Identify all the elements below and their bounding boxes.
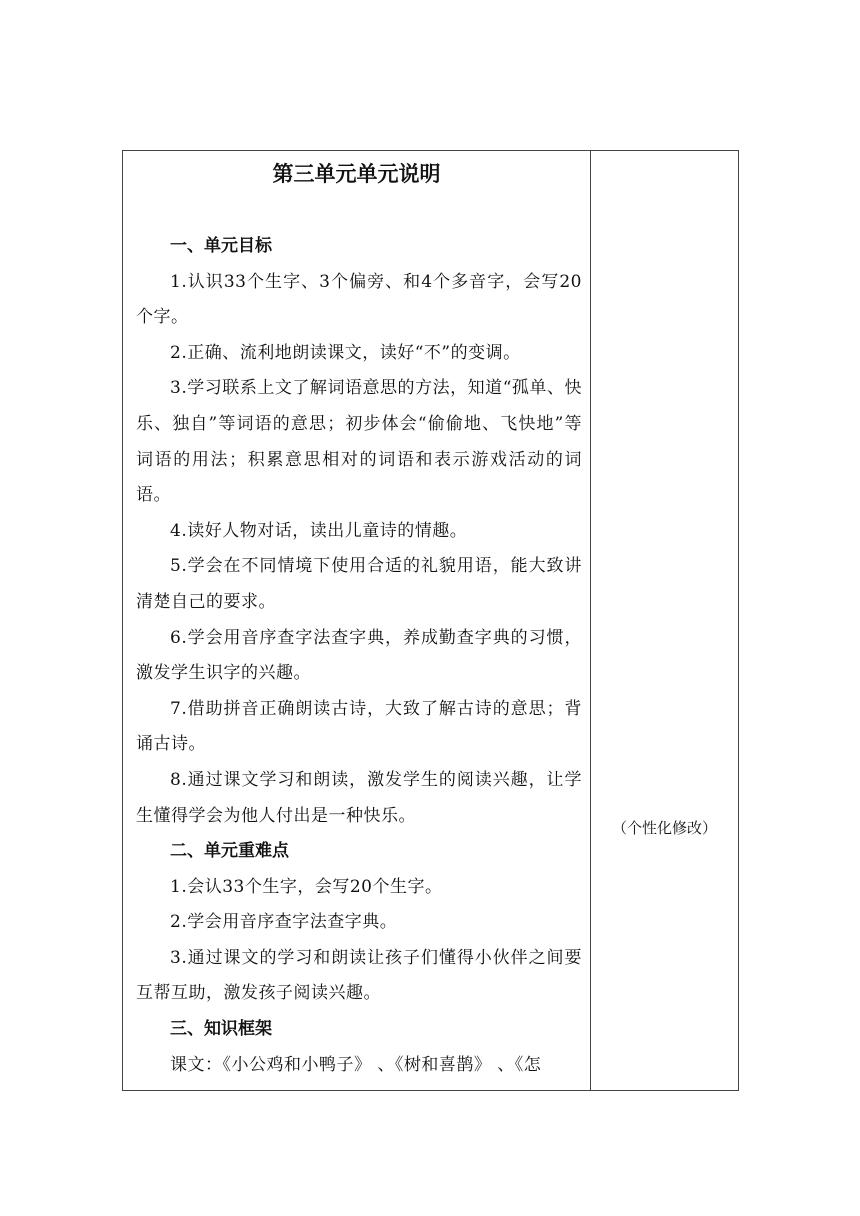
content-body bbox=[136, 229, 582, 1083]
page-title: 第三单元单元说明 bbox=[272, 162, 441, 186]
list-item: 2.正确、流利地朗读课文，读好“不”的变调。 bbox=[170, 342, 521, 363]
list-item: 6.学会用音序查字法查字典，养成勤查字典的习惯，激发学生识字的兴趣。 bbox=[136, 627, 582, 684]
list-item: 1.会认33个生字，会写20个生字。 bbox=[170, 876, 443, 897]
list-item: 3.通过课文的学习和朗读让孩子们懂得小伙伴之间要互帮互助，激发孩子阅读兴趣。 bbox=[136, 947, 582, 1004]
list-item: 课文：《小公鸡和小鸭子》 、《树和喜鹊》 、《怎 bbox=[170, 1054, 542, 1075]
section-heading-key-points: 二、单元重难点 bbox=[170, 841, 289, 862]
side-note-cell bbox=[591, 151, 738, 1090]
list-item: 3.学习联系上文了解词语意思的方法，知道“孤单、快乐、独自”等词语的意思；初步体会“偷偷地、飞快地”等词语的用法；积累意思相对的词语和表示游戏活动的词语。 bbox=[136, 378, 582, 506]
document-table bbox=[122, 150, 739, 1091]
list-item: 8.通过课文学习和朗读，激发学生的阅读兴趣，让学生懂得学会为他人付出是一种快乐。 bbox=[136, 769, 582, 826]
list-item: 1.认识33个生字、3个偏旁、和4个多音字，会写20个字。 bbox=[136, 271, 582, 328]
personalized-edit-note: （个性化修改） bbox=[611, 819, 717, 837]
list-item: 7.借助拼音正确朗读古诗，大致了解古诗的意思；背诵古诗。 bbox=[136, 698, 582, 755]
list-item: 4.读好人物对话，读出儿童诗的情趣。 bbox=[170, 520, 468, 541]
list-item: 5.学会在不同情境下使用合适的礼貌用语，能大致讲清楚自己的要求。 bbox=[136, 556, 582, 612]
section-heading-objectives: 一、单元目标 bbox=[170, 236, 272, 256]
list-item: 2.学会用音序查字法查字典。 bbox=[170, 912, 398, 933]
section-heading-framework: 三、知识框架 bbox=[170, 1019, 272, 1040]
main-content-cell bbox=[123, 151, 591, 1090]
